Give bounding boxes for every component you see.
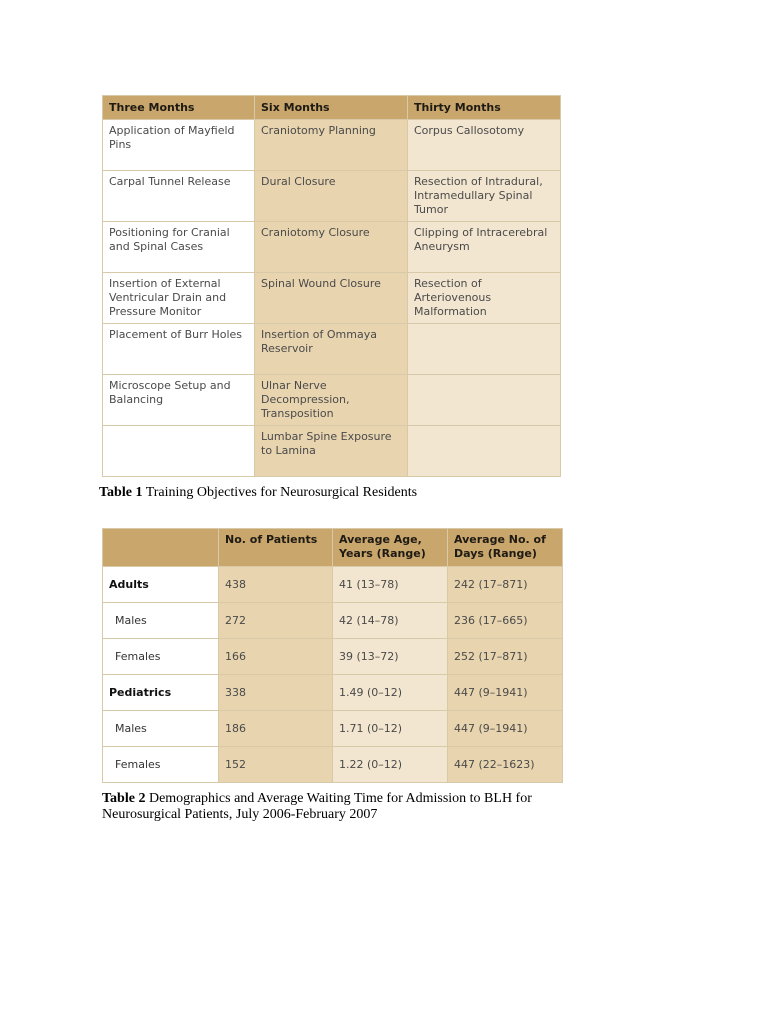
- table-cell: Dural Closure: [255, 171, 408, 222]
- row-label: Pediatrics: [103, 675, 219, 711]
- table-cell: 252 (17–871): [448, 639, 563, 675]
- training-objectives-table: [102, 95, 561, 477]
- table-cell: Positioning for Cranial and Spinal Cases: [103, 222, 255, 273]
- table-cell: Microscope Setup and Balancing: [103, 375, 255, 426]
- table-cell: 438: [219, 567, 333, 603]
- table-header-row: [103, 96, 561, 120]
- header-average-days: Average No. of Days (Range): [448, 529, 563, 567]
- table-header-row: [103, 529, 563, 567]
- table-cell: 1.49 (0–12): [333, 675, 448, 711]
- row-label: Females: [103, 639, 219, 675]
- table-row: [103, 171, 561, 222]
- table-cell: 338: [219, 675, 333, 711]
- table-cell: [408, 426, 561, 477]
- table-cell: 272: [219, 603, 333, 639]
- table-row: [103, 675, 563, 711]
- caption-label: Table 1: [99, 485, 143, 500]
- header-average-age: Average Age, Years (Range): [333, 529, 448, 567]
- table-cell: [408, 324, 561, 375]
- table-cell: 447 (22–1623): [448, 747, 563, 783]
- table-cell: Ulnar Nerve Decompression, Transposition: [255, 375, 408, 426]
- table-cell: Placement of Burr Holes: [103, 324, 255, 375]
- table-cell: Corpus Callosotomy: [408, 120, 561, 171]
- table-row: [103, 375, 561, 426]
- table1-caption: [99, 485, 417, 501]
- table-row: [103, 120, 561, 171]
- table-cell: 42 (14–78): [333, 603, 448, 639]
- table-cell: Craniotomy Planning: [255, 120, 408, 171]
- table-cell: Clipping of Intracerebral Aneurysm: [408, 222, 561, 273]
- header-three-months: Three Months: [103, 96, 255, 120]
- table-cell: Craniotomy Closure: [255, 222, 408, 273]
- table-cell: 242 (17–871): [448, 567, 563, 603]
- table-cell: 236 (17–665): [448, 603, 563, 639]
- header-six-months: Six Months: [255, 96, 408, 120]
- row-label: Adults: [103, 567, 219, 603]
- table-cell: Spinal Wound Closure: [255, 273, 408, 324]
- row-label: Males: [103, 603, 219, 639]
- header-no-of-patients: No. of Patients: [219, 529, 333, 567]
- table-cell: 166: [219, 639, 333, 675]
- table-row: [103, 747, 563, 783]
- table-cell: Application of Mayfield Pins: [103, 120, 255, 171]
- table-cell: 1.71 (0–12): [333, 711, 448, 747]
- table-cell: [103, 426, 255, 477]
- row-label: Males: [103, 711, 219, 747]
- caption-label: Table 2: [102, 791, 146, 806]
- header-category: [103, 529, 219, 567]
- table-row: [103, 273, 561, 324]
- table-row: [103, 603, 563, 639]
- caption-text: Demographics and Average Waiting Time for Admission to BLH for Neurosurgical Patients, July 2006-February 2007: [102, 791, 532, 822]
- table-cell: 39 (13–72): [333, 639, 448, 675]
- table-row: [103, 222, 561, 273]
- table-cell: Resection of Intradural, Intramedullary Spinal Tumor: [408, 171, 561, 222]
- table-cell: Insertion of Ommaya Reservoir: [255, 324, 408, 375]
- table-row: [103, 567, 563, 603]
- table-cell: 41 (13–78): [333, 567, 448, 603]
- table-cell: 447 (9–1941): [448, 711, 563, 747]
- table-cell: Insertion of External Ventricular Drain and Pressure Monitor: [103, 273, 255, 324]
- table-cell: 152: [219, 747, 333, 783]
- table-row: [103, 711, 563, 747]
- caption-text: Training Objectives for Neurosurgical Residents: [142, 485, 418, 500]
- table2-caption: [102, 791, 572, 823]
- demographics-table: [102, 528, 563, 783]
- table-cell: 1.22 (0–12): [333, 747, 448, 783]
- table-row: [103, 426, 561, 477]
- table-row: [103, 639, 563, 675]
- table-cell: Resection of Arteriovenous Malformation: [408, 273, 561, 324]
- table-cell: 186: [219, 711, 333, 747]
- table-cell: Lumbar Spine Exposure to Lamina: [255, 426, 408, 477]
- table-row: [103, 324, 561, 375]
- table-cell: [408, 375, 561, 426]
- table-cell: Carpal Tunnel Release: [103, 171, 255, 222]
- row-label: Females: [103, 747, 219, 783]
- header-thirty-months: Thirty Months: [408, 96, 561, 120]
- table-cell: 447 (9–1941): [448, 675, 563, 711]
